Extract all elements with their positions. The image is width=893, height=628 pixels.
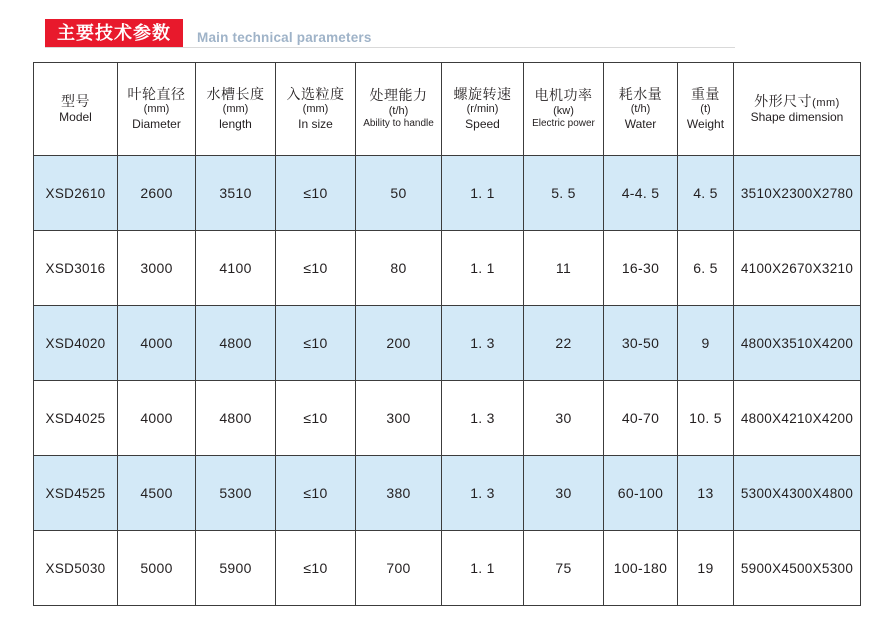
column-header-electric-power-unit: (kw) xyxy=(553,104,574,117)
cell-in-size: ≤10 xyxy=(276,231,356,306)
cell-speed: 1. 3 xyxy=(442,306,524,381)
cell-water: 4-4. 5 xyxy=(604,156,678,231)
cell-capacity: 300 xyxy=(356,381,442,456)
cell-weight: 6. 5 xyxy=(678,231,734,306)
spec-table xyxy=(33,62,861,606)
column-header-diameter xyxy=(118,63,196,156)
column-header-weight-unit: (t) xyxy=(700,103,711,116)
cell-model: XSD4525 xyxy=(34,456,118,531)
cell-diameter: 5000 xyxy=(118,531,196,606)
column-header-weight xyxy=(678,63,734,156)
column-header-in-size-unit: (mm) xyxy=(302,103,329,116)
column-header-shape-dimension-cn: 外形尺寸(mm) xyxy=(754,92,840,109)
column-header-capacity-unit: (t/h) xyxy=(388,104,409,117)
cell-diameter: 4000 xyxy=(118,381,196,456)
cell-electric-power: 75 xyxy=(524,531,604,606)
cell-trough-length: 3510 xyxy=(196,156,276,231)
cell-shape-dimension: 5300X4300X4800 xyxy=(734,456,861,531)
cell-capacity: 50 xyxy=(356,156,442,231)
cell-in-size: ≤10 xyxy=(276,156,356,231)
column-header-electric-power xyxy=(524,63,604,156)
column-header-model-en: Model xyxy=(59,110,92,125)
column-header-electric-power-cn: 电机功率 xyxy=(534,87,593,104)
column-header-capacity-cn: 处理能力 xyxy=(369,87,428,104)
column-header-speed xyxy=(442,63,524,156)
column-header-water-en: Water xyxy=(624,117,657,132)
column-header-in-size-en: In size xyxy=(298,117,333,132)
column-header-speed-cn: 螺旋转速 xyxy=(453,85,512,102)
cell-trough-length: 4800 xyxy=(196,381,276,456)
cell-diameter: 4500 xyxy=(118,456,196,531)
cell-diameter: 4000 xyxy=(118,306,196,381)
column-header-weight-en: Weight xyxy=(686,117,725,132)
cell-capacity: 200 xyxy=(356,306,442,381)
cell-weight: 10. 5 xyxy=(678,381,734,456)
cell-in-size: ≤10 xyxy=(276,456,356,531)
cell-model: XSD4025 xyxy=(34,381,118,456)
cell-in-size: ≤10 xyxy=(276,306,356,381)
table-row xyxy=(34,531,861,606)
column-header-capacity-en: Ability to handle xyxy=(363,118,434,130)
section-title-en: Main technical parameters xyxy=(197,30,372,45)
cell-shape-dimension: 5900X4500X5300 xyxy=(734,531,861,606)
cell-model: XSD5030 xyxy=(34,531,118,606)
cell-water: 100-180 xyxy=(604,531,678,606)
column-header-diameter-unit: (mm) xyxy=(143,103,170,116)
table-head xyxy=(34,63,861,156)
cell-shape-dimension: 4800X3510X4200 xyxy=(734,306,861,381)
table-body xyxy=(34,156,861,606)
column-header-speed-unit: (r/min) xyxy=(466,103,499,116)
column-header-model xyxy=(34,63,118,156)
column-header-trough-length-unit: (mm) xyxy=(222,103,249,116)
cell-model: XSD4020 xyxy=(34,306,118,381)
cell-shape-dimension: 4800X4210X4200 xyxy=(734,381,861,456)
cell-electric-power: 22 xyxy=(524,306,604,381)
cell-water: 60-100 xyxy=(604,456,678,531)
column-header-trough-length xyxy=(196,63,276,156)
cell-speed: 1. 1 xyxy=(442,531,524,606)
cell-water: 16-30 xyxy=(604,231,678,306)
cell-shape-dimension: 3510X2300X2780 xyxy=(734,156,861,231)
cell-trough-length: 5300 xyxy=(196,456,276,531)
spec-table-container xyxy=(33,62,860,606)
table-row xyxy=(34,381,861,456)
column-header-shape-dimension-en: Shape dimension xyxy=(750,110,844,125)
column-header-capacity xyxy=(356,63,442,156)
cell-capacity: 380 xyxy=(356,456,442,531)
cell-model: XSD2610 xyxy=(34,156,118,231)
cell-weight: 13 xyxy=(678,456,734,531)
column-header-trough-length-en: length xyxy=(219,117,252,132)
cell-electric-power: 30 xyxy=(524,456,604,531)
cell-shape-dimension: 4100X2670X3210 xyxy=(734,231,861,306)
cell-weight: 19 xyxy=(678,531,734,606)
section-title-cn: 主要技术参数 xyxy=(45,19,183,48)
header-row xyxy=(34,63,861,156)
cell-water: 40-70 xyxy=(604,381,678,456)
column-header-water xyxy=(604,63,678,156)
cell-speed: 1. 3 xyxy=(442,456,524,531)
column-header-trough-length-cn: 水槽长度 xyxy=(206,85,265,102)
cell-capacity: 700 xyxy=(356,531,442,606)
cell-trough-length: 4100 xyxy=(196,231,276,306)
cell-speed: 1. 1 xyxy=(442,231,524,306)
table-row xyxy=(34,156,861,231)
cell-weight: 9 xyxy=(678,306,734,381)
cell-speed: 1. 1 xyxy=(442,156,524,231)
cell-diameter: 2600 xyxy=(118,156,196,231)
column-header-in-size-cn: 入选粒度 xyxy=(286,85,345,102)
cell-in-size: ≤10 xyxy=(276,381,356,456)
cell-model: XSD3016 xyxy=(34,231,118,306)
table-row xyxy=(34,231,861,306)
cell-diameter: 3000 xyxy=(118,231,196,306)
table-row xyxy=(34,306,861,381)
column-header-model-cn: 型号 xyxy=(61,92,90,109)
cell-weight: 4. 5 xyxy=(678,156,734,231)
cell-water: 30-50 xyxy=(604,306,678,381)
header-divider xyxy=(45,47,735,48)
column-header-electric-power-en: Electric power xyxy=(532,118,595,130)
cell-electric-power: 5. 5 xyxy=(524,156,604,231)
cell-electric-power: 30 xyxy=(524,381,604,456)
column-header-weight-cn: 重量 xyxy=(691,85,720,102)
cell-capacity: 80 xyxy=(356,231,442,306)
column-header-in-size xyxy=(276,63,356,156)
column-header-diameter-en: Diameter xyxy=(132,117,181,132)
cell-speed: 1. 3 xyxy=(442,381,524,456)
column-header-shape-dimension xyxy=(734,63,861,156)
column-header-water-cn: 耗水量 xyxy=(618,85,663,102)
column-header-speed-en: Speed xyxy=(465,117,500,132)
cell-trough-length: 5900 xyxy=(196,531,276,606)
section-header xyxy=(45,14,735,48)
column-header-water-unit: (t/h) xyxy=(630,103,651,116)
cell-electric-power: 11 xyxy=(524,231,604,306)
cell-trough-length: 4800 xyxy=(196,306,276,381)
column-header-diameter-cn: 叶轮直径 xyxy=(127,85,186,102)
cell-in-size: ≤10 xyxy=(276,531,356,606)
table-row xyxy=(34,456,861,531)
